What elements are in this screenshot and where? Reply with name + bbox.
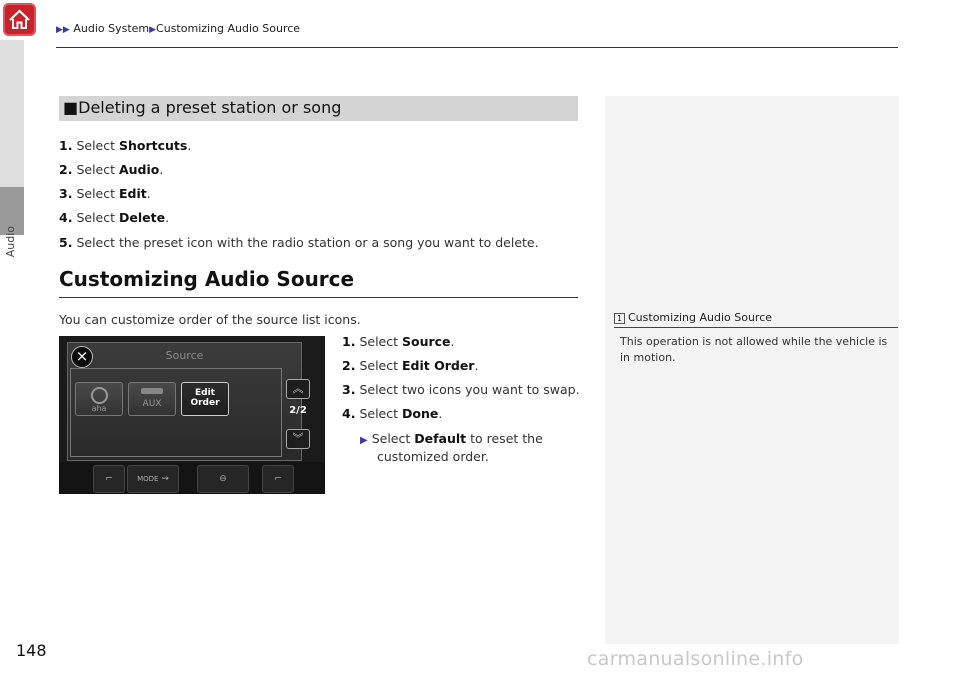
recirculation-icon[interactable]: ⊖ (197, 465, 249, 493)
step-b-3: 3. Select two icons you want to swap. (342, 382, 580, 397)
seat-heat-left-icon[interactable]: ⌐ (93, 465, 125, 493)
page-number: 148 (16, 641, 47, 660)
climate-control-strip (59, 462, 325, 494)
page-indicator: 2/2 (289, 405, 307, 416)
aha-source-button[interactable]: aha (75, 382, 123, 416)
seat-heat-right-icon[interactable]: ⌐ (262, 465, 294, 493)
section-heading-bar (59, 96, 578, 121)
side-strip (0, 40, 24, 187)
breadcrumb-arrow-icon: ▶ (149, 25, 157, 35)
aha-icon (91, 387, 108, 404)
scroll-down-icon[interactable]: ︾ (286, 429, 310, 449)
watermark: carmanualsonline.info (587, 648, 804, 670)
source-screen (67, 342, 307, 461)
side-note-panel (605, 96, 899, 644)
edit-order-button[interactable]: Edit Order (181, 382, 229, 416)
step-a-4: 4. Select Delete. (59, 210, 170, 225)
scroll-up-icon[interactable]: ︽ (286, 379, 310, 399)
step-a-2: 2. Select Audio. (59, 162, 164, 177)
aux-source-button[interactable]: AUX (128, 382, 176, 416)
screen-title: Source (165, 349, 204, 362)
home-icon (8, 8, 31, 31)
header-rule (56, 47, 898, 48)
sub-step-arrow-icon: ▶ (360, 435, 368, 446)
note-body: This operation is not allowed while the vehicle is in motion. (620, 335, 888, 364)
note-title: 1 Customizing Audio Source (614, 311, 772, 324)
mode-button[interactable]: MODE ⇝ (127, 465, 179, 493)
step-a-5: 5. Select the preset icon with the radio station or a song you want to delete. (59, 235, 539, 250)
section-heading: ■Deleting a preset station or song (63, 98, 342, 117)
breadcrumb-customizing[interactable]: Customizing Audio Source (156, 22, 301, 35)
step-b-4: 4. Select Done. (342, 406, 443, 421)
aux-plug-icon (141, 388, 163, 394)
screen-screenshot (59, 336, 325, 494)
side-label: Audio (4, 226, 17, 258)
sub-step-default: ▶ Select Default to reset the (360, 431, 543, 446)
step-b-2: 2. Select Edit Order. (342, 358, 479, 373)
note-ref-icon: 1 (614, 313, 625, 324)
intro-text: You can customize order of the source list icons. (59, 312, 361, 327)
note-rule (614, 327, 898, 328)
main-heading: Customizing Audio Source (59, 267, 355, 291)
heading-rule (59, 297, 578, 298)
close-icon[interactable]: × (71, 346, 93, 368)
breadcrumb (56, 22, 300, 35)
step-b-1: 1. Select Source. (342, 334, 455, 349)
sub-step-line2: customized order. (377, 449, 489, 464)
home-button[interactable] (3, 3, 36, 36)
step-a-1: 1. Select Shortcuts. (59, 138, 192, 153)
breadcrumb-audio-system[interactable]: Audio System (73, 22, 150, 35)
step-a-3: 3. Select Edit. (59, 186, 151, 201)
breadcrumb-arrow-icon: ▶▶ (56, 25, 70, 35)
source-icon-area (70, 368, 282, 457)
